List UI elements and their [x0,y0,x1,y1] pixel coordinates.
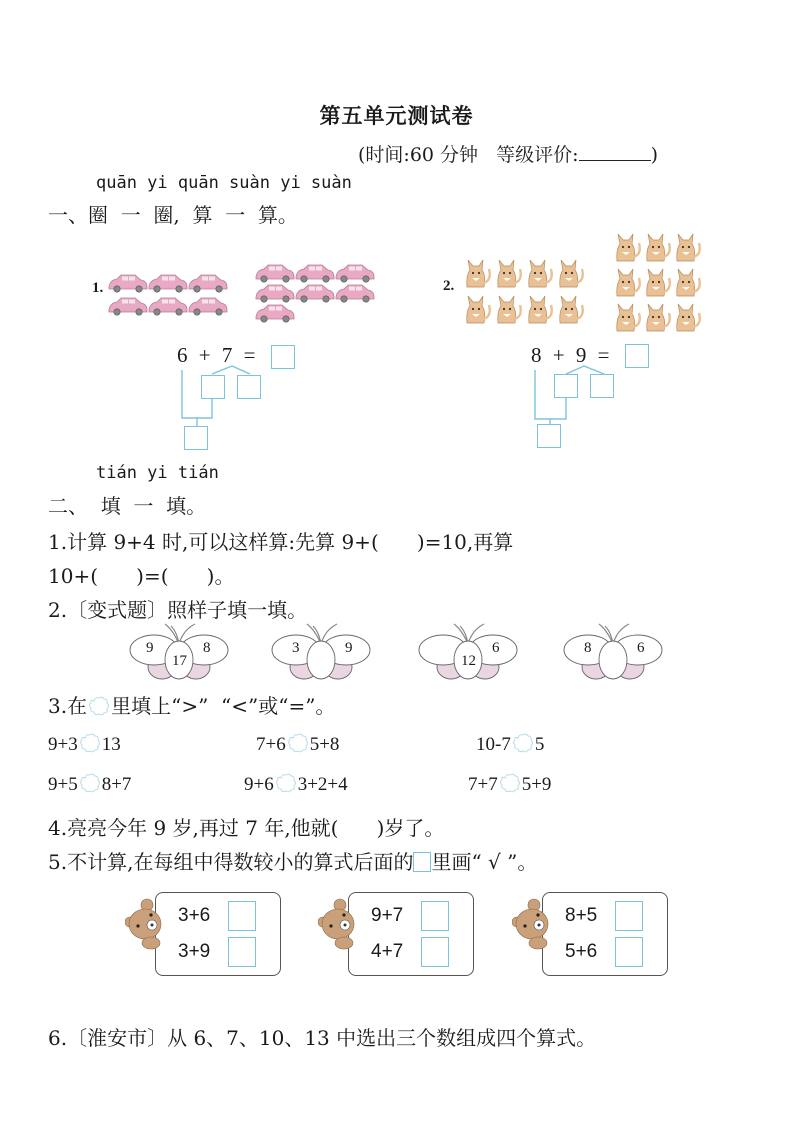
comparison-right: 8+7 [101,774,132,795]
car-icon [149,298,187,315]
equation-2-split-box-b[interactable] [590,374,614,398]
car-icon [189,275,227,292]
card-frame [348,892,474,976]
cat-icon [677,304,700,331]
comparison-left: 9+6 [244,774,274,795]
cloud-icon[interactable] [275,773,297,793]
butterfly-4-right: 6 [637,640,645,656]
butterfly-2-left: 3 [292,640,300,656]
cloud-icon[interactable] [287,733,309,753]
car-icon [149,275,187,292]
card-3-top-expr: 8+5 [565,905,598,926]
butterfly-1 [129,620,229,686]
cloud-icon[interactable] [512,733,534,753]
question-5 [48,846,537,875]
section2-pinyin: tián yi tián [96,463,219,483]
question-6: 6.〔淮安市〕从 6、7、10、13 中选出三个数组成四个算式。 [48,1026,597,1050]
comparison-1-2 [256,733,339,756]
card-frame [155,892,281,976]
cat-icon [647,269,670,296]
cat-icon [498,260,521,287]
butterfly-icon [271,620,371,686]
problem-2-label: 2. [443,278,455,294]
cat-icon [617,304,640,331]
cat-icon [677,234,700,261]
cat-icon [560,260,583,287]
comparison-1-1 [48,733,121,756]
cloud-icon[interactable] [79,733,101,753]
bear-card-1 [125,890,285,980]
car-icon [109,275,147,292]
car-icon [256,265,294,282]
bear-icon [125,898,165,950]
butterfly-4-left: 8 [584,640,592,656]
card-3-bottom-expr: 5+6 [565,941,598,962]
comparison-right: 13 [101,734,121,755]
question-5-prefix: 5.不计算,在每组中得数较小的算式后面的 [48,850,414,874]
car-icon [256,305,294,322]
cat-icon [467,296,490,323]
comparison-right: 3+2+4 [297,774,348,795]
equation-1-op: + [198,343,211,367]
card-3-bottom-box[interactable] [615,937,643,967]
cat-icon [529,296,552,323]
bear-icon [318,898,358,950]
butterfly-1-right: 8 [203,640,211,656]
answer-box-icon [413,852,431,872]
question-3-prefix: 3.在 [48,694,88,718]
car-icon [109,298,147,315]
question-5-suffix: 里画“ √ ”。 [431,850,538,874]
question-3 [48,690,335,719]
equation-1-split-box-b[interactable] [237,375,261,399]
cat-icon [617,269,640,296]
card-1-top-box[interactable] [228,901,256,931]
butterfly-3-center: 12 [461,653,476,669]
butterfly-icon [563,620,663,686]
question-3-suffix: 里填上“>” “<”或“=”。 [111,694,336,718]
butterfly-1-center: 17 [172,653,187,669]
card-2-bottom-expr: 4+7 [371,941,404,962]
butterfly-2-right: 9 [345,640,353,656]
section1-pinyin: quān yi quān suàn yi suàn [96,173,352,193]
equation-1-b: 7 [221,343,233,367]
equation-1-eq: = [243,343,256,367]
car-icon [189,298,227,315]
exam-info-text: (时间:60 分钟 等级评价: [358,144,579,166]
problem-1-label: 1. [92,280,104,296]
card-2-top-expr: 9+7 [371,905,404,926]
comparison-2-1 [48,773,131,796]
butterfly-2 [271,620,371,686]
card-3-top-box[interactable] [615,901,643,931]
comparison-right: 5+9 [521,774,552,795]
butterfly-1-left: 9 [146,640,154,656]
equation-2-split-box-a[interactable] [554,374,578,398]
cat-icon [529,260,552,287]
cloud-icon [88,696,110,716]
cat-group-left [462,255,587,327]
equation-2-op: + [552,343,565,367]
cat-icon [647,304,670,331]
bear-icon [512,898,552,950]
cat-icon [617,234,640,261]
comparison-left: 7+7 [468,774,498,795]
comparison-left: 9+3 [48,734,78,755]
grade-blank[interactable] [579,142,651,161]
bear-card-3 [512,890,672,980]
car-icon [256,285,294,302]
exam-info-close: ) [650,144,658,166]
section1-heading: 一、圈 一 圈, 算 一 算。 [48,203,298,227]
bear-card-2 [318,890,478,980]
comparison-left: 10-7 [476,734,511,755]
comparison-1-3 [476,733,544,756]
section2-heading: 二、 填 一 填。 [48,494,207,518]
card-frame [542,892,668,976]
comparison-2-2 [244,773,348,796]
cat-icon [498,296,521,323]
cloud-icon[interactable] [499,773,521,793]
card-1-top-expr: 3+6 [178,905,211,926]
equation-2-sum-box[interactable] [537,424,561,448]
cat-icon [467,260,490,287]
cat-icon [647,234,670,261]
car-icon [336,265,374,282]
butterfly-3-right: 6 [492,640,500,656]
card-2-top-box[interactable] [421,901,449,931]
cat-icon [560,296,583,323]
cloud-icon[interactable] [79,773,101,793]
car-icon [336,285,374,302]
card-1-bottom-box[interactable] [228,937,256,967]
car-group-right [252,262,377,330]
equation-2-b: 9 [575,343,587,367]
comparison-2-3 [468,773,551,796]
card-2-bottom-box[interactable] [421,937,449,967]
equation-1-split-box-a[interactable] [201,375,225,399]
exam-info [358,140,658,167]
comparison-left: 9+5 [48,774,78,795]
car-group-left [105,272,230,320]
car-icon [296,265,334,282]
equation-1-sum-box[interactable] [184,426,208,450]
butterfly-3 [418,620,518,686]
question-4: 4.亮亮今年 9 岁,再过 7 年,他就( )岁了。 [48,816,445,840]
equation-2-eq: = [597,343,610,367]
butterfly-4 [563,620,663,686]
question-1-line1: 1.计算 9+4 时,可以这样算:先算 9+( )=10,再算 [48,530,514,554]
question-1-line2: 10+( )=( )。 [48,564,235,588]
comparison-left: 7+6 [256,734,286,755]
card-1-bottom-expr: 3+9 [178,941,211,962]
equation-2-a: 8 [531,343,542,367]
page-title: 第五单元测试卷 [319,104,474,128]
comparison-right: 5 [534,734,545,755]
equation-1-a: 6 [177,343,188,367]
car-icon [296,285,334,302]
question-2: 2.〔变式题〕照样子填一填。 [48,598,308,622]
comparison-right: 5+8 [309,734,340,755]
cat-icon [677,269,700,296]
cat-group-right [612,230,712,340]
